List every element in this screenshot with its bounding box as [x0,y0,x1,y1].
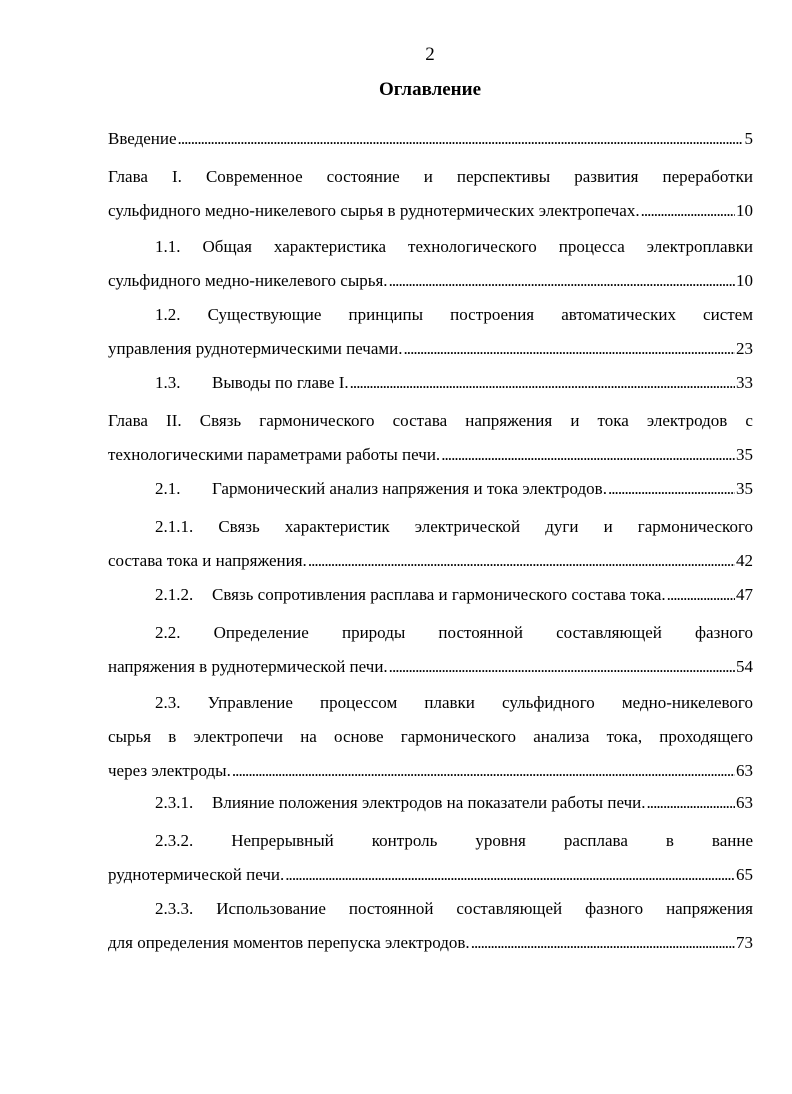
toc-word: автоматических [561,305,676,324]
toc-entry-line [108,824,753,858]
toc-entry-line [108,298,753,332]
toc-entry-title: сульфидного медно-никелевого сырья в руднотермических электропечах. [108,201,640,220]
toc-entry-number: 2.3. [155,693,181,712]
toc-entry-page: 42 [736,551,753,570]
toc-entry-number: 2.1. [155,479,181,498]
toc-entry-s2-1-1[interactable] [108,510,753,578]
toc-word: Непрерывный [231,831,334,850]
toc-word: развития [574,167,639,186]
toc-word: Современное [205,167,303,186]
toc-word: Управление [207,693,293,712]
toc-word: сульфидного [502,693,595,712]
toc-entry-title: напряжения в руднотермической печи. [108,657,388,676]
toc-entry-s1-3[interactable] [108,366,753,400]
toc-word: тока, [606,727,643,746]
toc-word: Существующие [207,305,322,324]
toc-word: постоянной [438,623,523,642]
toc-entry-page: 23 [736,339,753,358]
toc-entry-last-line [108,122,753,156]
toc-word: Связь [218,517,260,536]
toc-entry-number: 2.3.2. [155,831,194,850]
toc-entry-title: через электроды. [108,761,231,780]
toc-entry-last-line [108,786,753,820]
toc-entry-number: 2.2. [155,623,181,642]
toc-word: гармонического [259,411,375,430]
toc-word: напряжения [666,899,753,918]
toc-word: природы [341,623,406,642]
toc-word: характеристик [284,517,390,536]
toc-word: составляющей [456,899,563,918]
toc-word: в [168,727,177,746]
dot-leader [471,926,735,960]
toc-entry-number: 2.3.1. [155,793,194,812]
toc-entry-s1-2[interactable] [108,298,753,366]
toc-word: Связь [199,411,242,430]
toc-word: сырья [108,727,152,746]
toc-entry-title: Введение [108,129,177,148]
toc-entry-title: сульфидного медно-никелевого сырья. [108,271,388,290]
toc-word: проходящего [659,727,753,746]
toc-entry-page: 63 [736,793,753,812]
toc-word: электрической [414,517,521,536]
toc-word: переработки [662,167,753,186]
toc-entry-ch1[interactable] [108,160,753,228]
dot-leader [389,650,735,684]
toc-entry-last-line [108,472,753,506]
toc-entry-last-line [108,366,753,400]
toc-word: фазного [585,899,644,918]
toc-word: Определение [213,623,309,642]
dot-leader [404,332,736,366]
toc-entry-intro[interactable] [108,122,753,156]
dot-leader [350,366,735,400]
toc-word: построения [450,305,535,324]
toc-word: дуги [545,517,579,536]
toc-entry-title: Гармонический анализ напряжения и тока электродов. [212,479,607,498]
toc-word: напряжения [465,411,553,430]
toc-entry-line [108,160,753,194]
toc-word: состояние [326,167,400,186]
toc-word: технологического [408,237,537,256]
toc-word: анализа [533,727,590,746]
toc-word: Использование [216,899,326,918]
toc-word: гармонического [400,727,517,746]
toc-word: электропечи [193,727,284,746]
toc-word: принципы [348,305,424,324]
dot-leader [641,194,735,228]
toc-entry-page: 33 [736,373,753,392]
toc-word: с [745,411,753,430]
toc-entry-title: Выводы по главе I. [212,373,349,392]
toc-entry-line [108,230,753,264]
toc-word: ванне [711,831,753,850]
toc-word: II. [166,411,182,430]
toc-word: систем [703,305,753,324]
toc-entry-title: управления руднотермическими печами. [108,339,403,358]
toc-entry-line [108,720,753,754]
toc-word: фазного [695,623,753,642]
toc-entry-s1-1[interactable] [108,230,753,298]
dot-leader [608,472,735,506]
toc-entry-page: 35 [736,445,753,464]
toc-entry-page: 47 [736,585,753,604]
toc-word: тока [597,411,629,430]
toc-entry-s2-3-1[interactable] [108,786,753,820]
toc-entry-page: 10 [736,271,753,290]
toc-word: I. [171,167,182,186]
dot-leader [646,786,735,820]
toc-entry-line [108,892,753,926]
toc-entry-last-line [108,578,753,612]
toc-word: гармонического [637,517,753,536]
dot-leader [178,122,744,156]
toc-entry-s2-3-2[interactable] [108,824,753,892]
toc-entry-last-line [108,194,753,228]
toc-word: медно-никелевого [621,693,753,712]
toc-word: на [300,727,317,746]
toc-word: Общая [202,237,252,256]
toc-entry-s2-2[interactable] [108,616,753,684]
toc-entry-line [108,404,753,438]
toc-entry-last-line [108,544,753,578]
toc-entry-number: 2.3.3. [155,899,194,918]
dot-leader [441,438,735,472]
toc-entry-page: 63 [736,761,753,780]
toc-entry-last-line [108,332,753,366]
toc-word: Глава [108,411,148,430]
toc-word: плавки [424,693,475,712]
toc-word: контроль [371,831,438,850]
toc-word: в [665,831,674,850]
toc-entry-title: руднотермической печи. [108,865,285,884]
toc-word: процесса [558,237,625,256]
toc-entry-page: 5 [744,129,753,148]
toc-entry-title: технологическими параметрами работы печи. [108,445,441,464]
page-number: 2 [425,44,435,65]
toc-entry-page: 54 [736,657,753,676]
toc-word: составляющей [556,623,662,642]
toc-entry-title: состава тока и напряжения. [108,551,307,570]
toc-word: Глава [108,167,148,186]
toc-word: процессом [320,693,398,712]
toc-entry-s2-3[interactable] [108,686,753,788]
toc-word: и [570,411,580,430]
dot-leader [308,544,735,578]
toc-word: и [423,167,433,186]
toc-entry-number: 1.2. [155,305,181,324]
toc-entry-ch2[interactable] [108,404,753,472]
toc-entry-page: 10 [736,201,753,220]
toc-entry-title: для определения моментов перепуска электродов. [108,933,470,952]
toc-entry-last-line [108,858,753,892]
toc-word: уровня [475,831,526,850]
toc-word: и [603,517,613,536]
toc-word: электроплавки [646,237,753,256]
toc-entry-last-line [108,926,753,960]
dot-leader [232,754,735,788]
toc-entry-page: 73 [736,933,753,952]
toc-word: электродов [646,411,728,430]
toc-word: перспективы [456,167,551,186]
toc-word: характеристика [273,237,387,256]
toc-entry-last-line [108,754,753,788]
toc-word: расплава [563,831,628,850]
toc-word: основе [334,727,384,746]
toc-entry-page: 65 [736,865,753,884]
dot-leader [389,264,735,298]
toc-entry-s2-3-3[interactable] [108,892,753,960]
toc-entry-last-line [108,438,753,472]
toc-entry-number: 1.1. [155,237,181,256]
dot-leader [285,858,735,892]
toc-entry-line [108,510,753,544]
toc-entry-number: 1.3. [155,373,181,392]
toc-entry-title: Влияние положения электродов на показатели работы печи. [212,793,646,812]
toc-entry-s2-1-2[interactable] [108,578,753,612]
dot-leader [667,578,735,612]
toc-entry-line [108,616,753,650]
toc-word: состава [392,411,448,430]
toc-entry-last-line [108,650,753,684]
toc-entry-number: 2.1.1. [155,517,194,536]
toc-entry-s2-1[interactable] [108,472,753,506]
toc-entry-page: 35 [736,479,753,498]
toc-entry-last-line [108,264,753,298]
toc-entry-title: Связь сопротивления расплава и гармонического состава тока. [212,585,666,604]
toc-entry-line [108,686,753,720]
toc-entry-number: 2.1.2. [155,585,194,604]
toc-title: Оглавление [378,79,482,100]
toc-word: постоянной [348,899,434,918]
